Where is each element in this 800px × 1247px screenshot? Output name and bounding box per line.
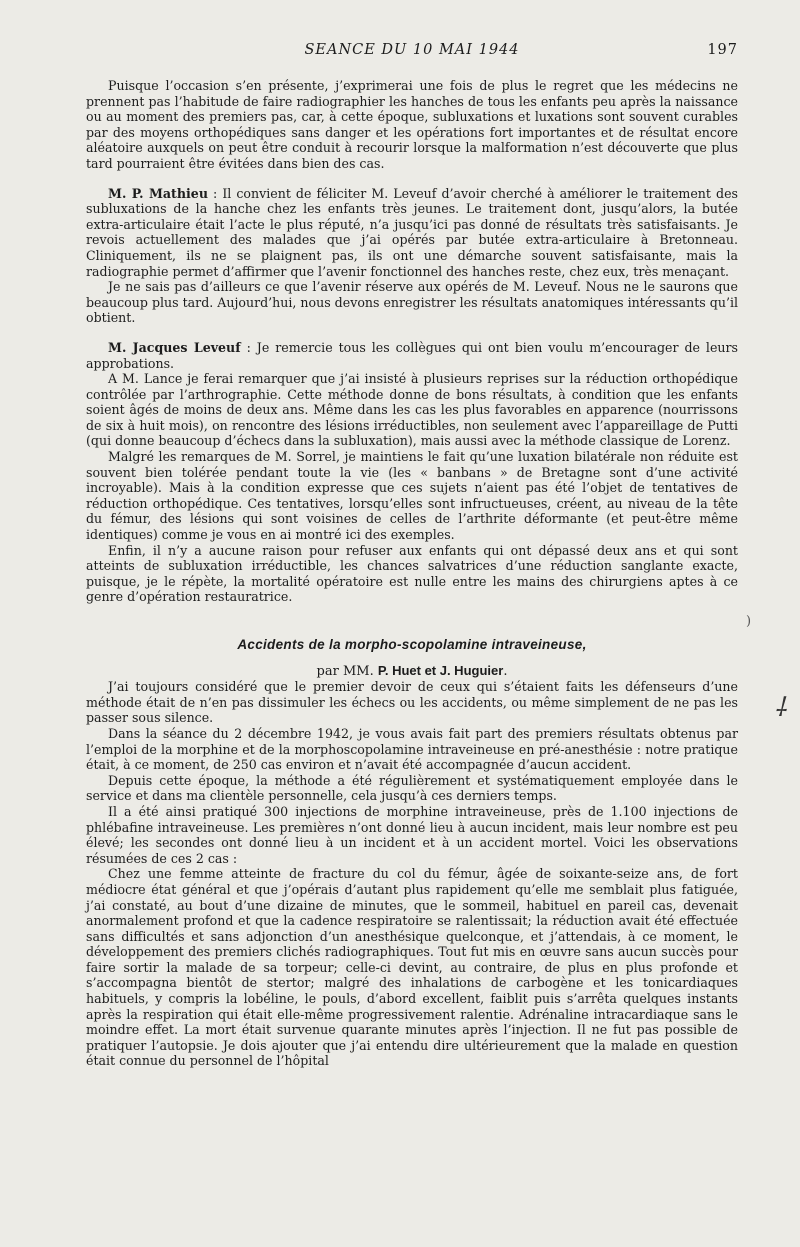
paragraph: Puisque l’occasion s’en présente, j’exprimerai une fois de plus le regret que les médecins ne prennent pas l’habitude de faire radiographier les hanches de tous les enfants peu après la naissance ou au moment des premiers pas, car, à cette époque, subluxations et luxations sont souvent curables par des moyens orthopédiques sans danger et les opérations fort importantes et de résultat encore aléatoire auxquels on peut être conduit à recourir lorsque la malformation n’est découverte que plus tard pourraient être évitées dans bien des cas. — [86, 78, 738, 171]
speaker-name: M. P. Mathieu — [108, 185, 208, 201]
paragraph: Depuis cette époque, la méthode a été régulièrement et systématiquement employée dans le service et dans ma clientèle personnelle, cela jusqu’à ces derniers temps. — [86, 772, 738, 804]
article-body — [86, 78, 738, 1069]
paragraph: J’ai toujours considéré que le premier devoir de ceux qui s’étaient faits les défenseurs d’une méthode était de n’en pas dissimuler les échecs ou les accidents, ou même simplement de ne pas les passer sous silence. — [86, 679, 738, 726]
margin-handwritten-mark: ⸸ — [774, 693, 787, 723]
speaker-name: M. Jacques Leveuf — [108, 339, 241, 355]
page-number: 197 — [707, 42, 738, 58]
byline-prefix: par MM. — [316, 663, 378, 679]
mathieu-intervention — [86, 186, 738, 280]
paragraph: Malgré les remarques de M. Sorrel, je maintiens le fait qu’une luxation bilatérale non réduite est souvent bien tolérée pendant toute la vie (les « banbans » de Bretagne sont d’une activité incroyable). Mais à la condition expresse que ces sujets n’aient pas été l’objet de tentatives de réduction orthopédique. Ces tentatives, lorsqu’elles sont infructueuses, créent, au niveau de la tête du fémur, des lésions qui sont voisines de celles de l’arthrite déformante (et peut-être même identiques) comme je vous en ai montré ici des exemples. — [86, 449, 738, 543]
paragraph: A M. Lance je ferai remarquer que j’ai insisté à plusieurs reprises sur la réduction orthopédique contrôlée par l’arthrographie. Cette méthode donne de bons résultats, à condition que les enfants soient âgés de moins de deux ans. Même dans les cas les plus favorables en apparence (nourrissons de six à huit mois), on rencontre des lésions irréductibles, non seulement avec l’appareillage de Putti (qui donne beaucoup d’échecs dans la subluxation), mais aussi avec la méthode classique de Lorenz. — [86, 371, 738, 449]
intervention-text: : Je remercie tous les collègues qui ont bien voulu m’encourager de leurs approbations. — [86, 339, 738, 371]
page-header-title: SEANCE DU 10 MAI 1944 — [304, 42, 520, 58]
paragraph: Enfin, il n’y a aucune raison pour refuser aux enfants qui ont dépassé deux ans et qui sont atteints de subluxation irréductible, les chances salvatrices d’une réduction sanglante exacte, puisque, je le répète, la mortalité opératoire est nulle entre les mains des chirurgiens aptes à ce genre d’opération restauratrice. — [86, 542, 738, 605]
byline-suffix: . — [503, 663, 508, 679]
leveuf-intervention — [86, 340, 738, 371]
running-head — [86, 36, 738, 60]
paragraph: Il a été ainsi pratiqué 300 injections de morphine intraveineuse, près de 1.100 injections de phlébafine intraveineuse. Les premières n’ont donné lieu à aucun incident, mais leur nombre est peu élevé; les secondes ont donné lieu à un incident et à un accident mortel. Voici les observations résumées de ces 2 cas : — [86, 803, 738, 866]
intervention-text: : Il convient de féliciter M. Leveuf d’avoir cherché à améliorer le traitement des subluxations de la hanche chez les enfants très jeunes. Le traitement dont, jusqu’alors, la butée extra-articulaire était l’acte le plus réputé, n’a jusqu’ici pas donné de résultats très satisfaisants. Je revois actuellement des malades que j’ai opérés par butée extra-articulaire à Bretonneau. Cliniquement, ils ne se plaignent pas, ils ont une démarche souvent satisfaisante, mais la radiographie permet d’affirmer que l’avenir fonctionnel des hanches reste, chez eux, très menaçant. — [86, 185, 738, 279]
byline — [86, 663, 738, 680]
byline-authors: P. Huet et J. Huguier — [377, 662, 504, 678]
section-title: Accidents de la morpho-scopolamine intraveineuse, — [237, 637, 587, 652]
paragraph: Dans la séance du 2 décembre 1942, je vous avais fait part des premiers résultats obtenus par l’emploi de la morphine et de la morphoscopolamine intraveineuse en pré-anesthésie : notre pratique était, à ce moment, de 250 cas environ et n’avait été accompagnée d’aucun accident. — [86, 725, 738, 773]
paragraph: Je ne sais pas d’ailleurs ce que l’avenir réserve aux opérés de M. Leveuf. Nous ne le saurons que beaucoup plus tard. Aujourd’hui, nous devons enregistrer les résultats anatomiques intéressants qu’il obtient. — [86, 279, 738, 326]
margin-pencil-mark: ) — [746, 614, 752, 629]
paragraph: Chez une femme atteinte de fracture du col du fémur, âgée de soixante-seize ans, de fort médiocre état général et que j’opérais d’autant plus rapidement qu’elle me semblait plus fatiguée, j’ai constaté, au bout d’une dizaine de minutes, que le sommeil, habituel en pareil cas, devenait anormalement profond et que la cadence respiratoire se ralentissait; la réduction avait été effectuée sans difficultés et sans adjonction d’un anesthésique quelconque, et j’attendais, à ce moment, le développement des premiers clichés radiographiques. Tout fut mis en œuvre sans aucun succès pour faire sortir la malade de sa torpeur; celle-ci devint, au contraire, de plus en plus profonde et s’accompagna bientôt de stertor; malgré des inhalations de carbogène et les tonicardiaques habituels, y compris la lobéline, le pouls, d’abord excellent, faiblit puis s’arrêta quelques instants après la respiration qui était elle-même progressivement ralentie. Adrénaline intracardiaque sans le moindre effet. La mort était survenue quarante minutes après l’injection. Il ne fut pas possible de pratiquer l’autopsie. Je dois ajouter que j’ai entendu dire ultérieurement que la malade en question était connue du personnel de l’hôpital — [86, 866, 738, 1069]
